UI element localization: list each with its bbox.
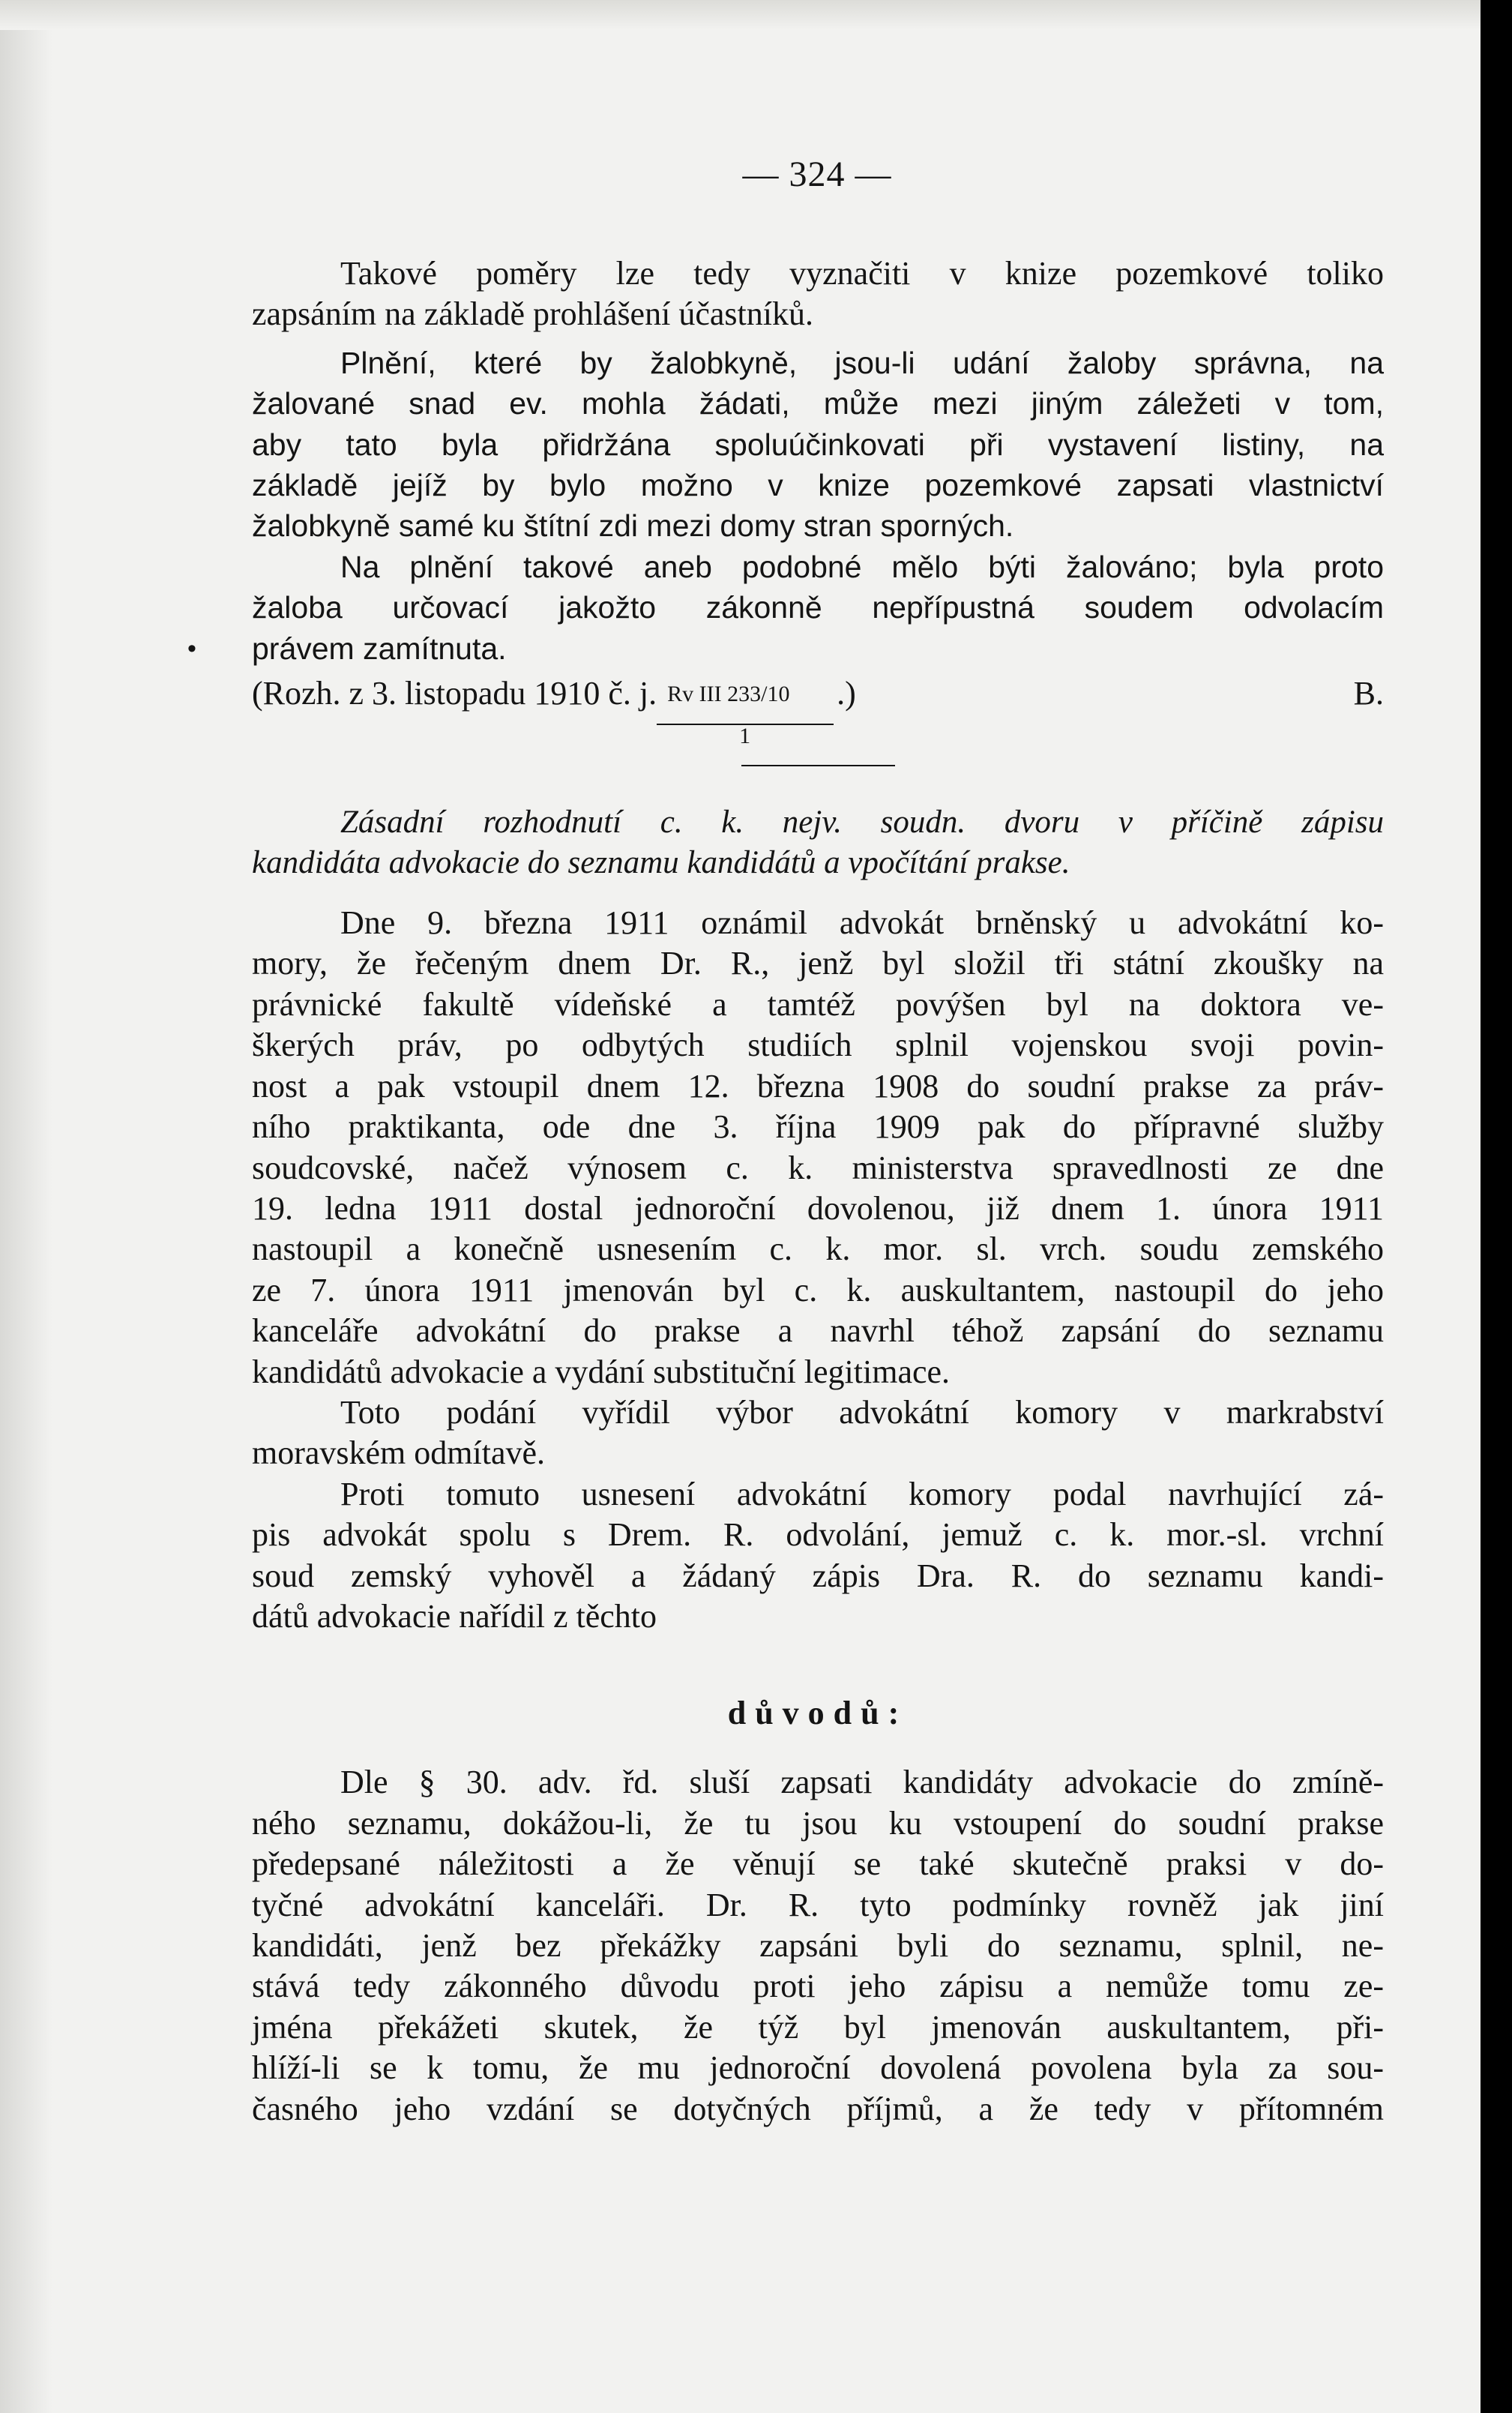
text-line: aby tato byla přidržána spoluúčinkovati při vystavení listiny, na: [252, 427, 1384, 462]
section-divider: [741, 765, 895, 766]
scan-edge-left: [0, 0, 52, 2413]
heading-line: Zásadní rozhodnutí c. k. nejv. soudn. dvoru v příčině zápisu: [340, 805, 1384, 841]
scan-edge-top: [0, 0, 1481, 30]
page-number: — 324 —: [742, 154, 892, 194]
text-line: Toto podání vyřídil výbor advokátní komory v markrabství: [340, 1393, 1384, 1431]
text-line: jména překážeti skutek, že týž byl jmenován auskultantem, při-: [252, 2008, 1384, 2046]
paragraph-1: [252, 253, 1384, 335]
text-line: soudcovské, načež výnosem c. k. ministerstva spravedlnosti ze dne: [252, 1149, 1384, 1186]
text-line: Dne 9. března 1911 oznámil advokát brněnský u advokátní ko-: [340, 904, 1384, 942]
text-line: Proti tomuto usnesení advokátní komory podal navrhující zá-: [340, 1475, 1384, 1512]
reasons-heading: důvodů:: [727, 1695, 909, 1732]
text-line: pis advokát spolu s Drem. R. odvolání, jemuž c. k. mor.-sl. vrchní: [252, 1516, 1384, 1554]
citation-reference: (Rozh. z 3. listopadu 1910 č. j. $\frac{\text{Rv III 233/10}}{1}$ .): [252, 675, 856, 749]
paragraph-4: [252, 903, 1384, 1392]
text-line: soud zemský vyhověl a žádaný zápis Dra. R. do seznamu kandi-: [252, 1557, 1384, 1594]
text-line: žalované snad ev. mohla žádati, může mezi jiným záležeti v tom,: [252, 386, 1384, 421]
text-line: právnické fakultě vídeňské a tamtéž povýšen byl na doktora ve-: [252, 985, 1384, 1023]
paragraph-7: [252, 1762, 1384, 2130]
text-line: Na plnění takové aneb podobné mělo býti žalováno; byla proto: [340, 549, 1384, 584]
text-line: ze 7. února 1911 jmenován byl c. k. auskultantem, nastoupil do jeho: [252, 1271, 1384, 1308]
text-line: kandidátů advokacie a vydání substituční legitimace.: [252, 1353, 951, 1390]
text-line: ního praktikanta, ode dne 3. října 1909 pak do přípravné služby: [252, 1108, 1384, 1146]
paragraph-6: [252, 1474, 1384, 1638]
text-line: předepsané náležitosti a že věnují se také skutečně praksi v do-: [252, 1845, 1384, 1883]
page-body: [187, 253, 1384, 2130]
text-line: škerých práv, po odbytých studiích splnil vojenskou svoji povin-: [252, 1027, 1384, 1064]
paragraph-3: [187, 547, 1384, 669]
text-line: hlíží-li se k tomu, že mu jednoroční dovolená povolena byla za sou-: [252, 2049, 1384, 2087]
text-line: kandidáti, jenž bez překážky zapsáni byli do seznamu, splnil, ne-: [252, 1927, 1384, 1964]
margin-dot: •: [187, 634, 196, 663]
text-line: zapsáním na základě prohlášení účastníků.: [252, 295, 813, 333]
text-line: tyčné advokátní kanceláři. Dr. R. tyto podmínky rovněž jak jiní: [252, 1886, 1384, 1923]
text-line: žalobkyně samé ku štítní zdi mezi domy stran sporných.: [252, 508, 1014, 544]
paragraph-5: [252, 1392, 1384, 1474]
text-line: • právem zamítnuta.: [252, 628, 1384, 669]
text-line: mory, že řečeným dnem Dr. R., jenž byl složil tři státní zkoušky na: [252, 945, 1384, 982]
text-line: stává tedy zákonného důvodu proti jeho zápisu a nemůže tomu ze-: [252, 1968, 1384, 2005]
text-line: základě jejíž by bylo možno v knize pozemkové zapsati vlastnictví: [252, 468, 1384, 503]
text-line: Takové poměry lze tedy vyznačiti v knize pozemkové toliko: [340, 255, 1384, 292]
citation-author: B.: [1353, 675, 1384, 712]
decision-heading: [252, 802, 1384, 883]
text-line: Dle § 30. adv. řd. sluší zapsati kandidáty advokacie do zmíně-: [340, 1764, 1384, 1801]
text-line: 19. ledna 1911 dostal jednoroční dovolenou, již dnem 1. února 1911: [252, 1189, 1384, 1227]
paragraph-2: [252, 343, 1384, 547]
text-line: časného jeho vzdání se dotyčných příjmů, a že tedy v přítomném: [252, 2090, 1384, 2127]
citation-line: [252, 673, 1384, 749]
text-line: dátů advokacie nařídil z těchto: [252, 1597, 657, 1635]
text-line: moravském odmítavě.: [252, 1434, 546, 1472]
text-line: kanceláře advokátní do prakse a navrhl téhož zapsání do seznamu: [252, 1312, 1384, 1350]
text-line: nost a pak vstoupil dnem 12. března 1908 do soudní prakse za práv-: [252, 1067, 1384, 1105]
text-line: žaloba určovací jakožto zákonně nepřípustná soudem odvolacím: [252, 590, 1384, 625]
text-line: nastoupil a konečně usnesením c. k. mor. sl. vrch. soudu zemského: [252, 1230, 1384, 1268]
heading-line: kandidáta advokacie do seznamu kandidátů a vpočítání prakse.: [252, 845, 1070, 881]
text-line: ného seznamu, dokážou-li, že tu jsou ku vstoupení do soudní prakse: [252, 1804, 1384, 1842]
text-line: Plnění, které by žalobkyně, jsou-li udání žaloby správna, na: [340, 345, 1384, 380]
scan-edge-right: [1481, 0, 1512, 2413]
